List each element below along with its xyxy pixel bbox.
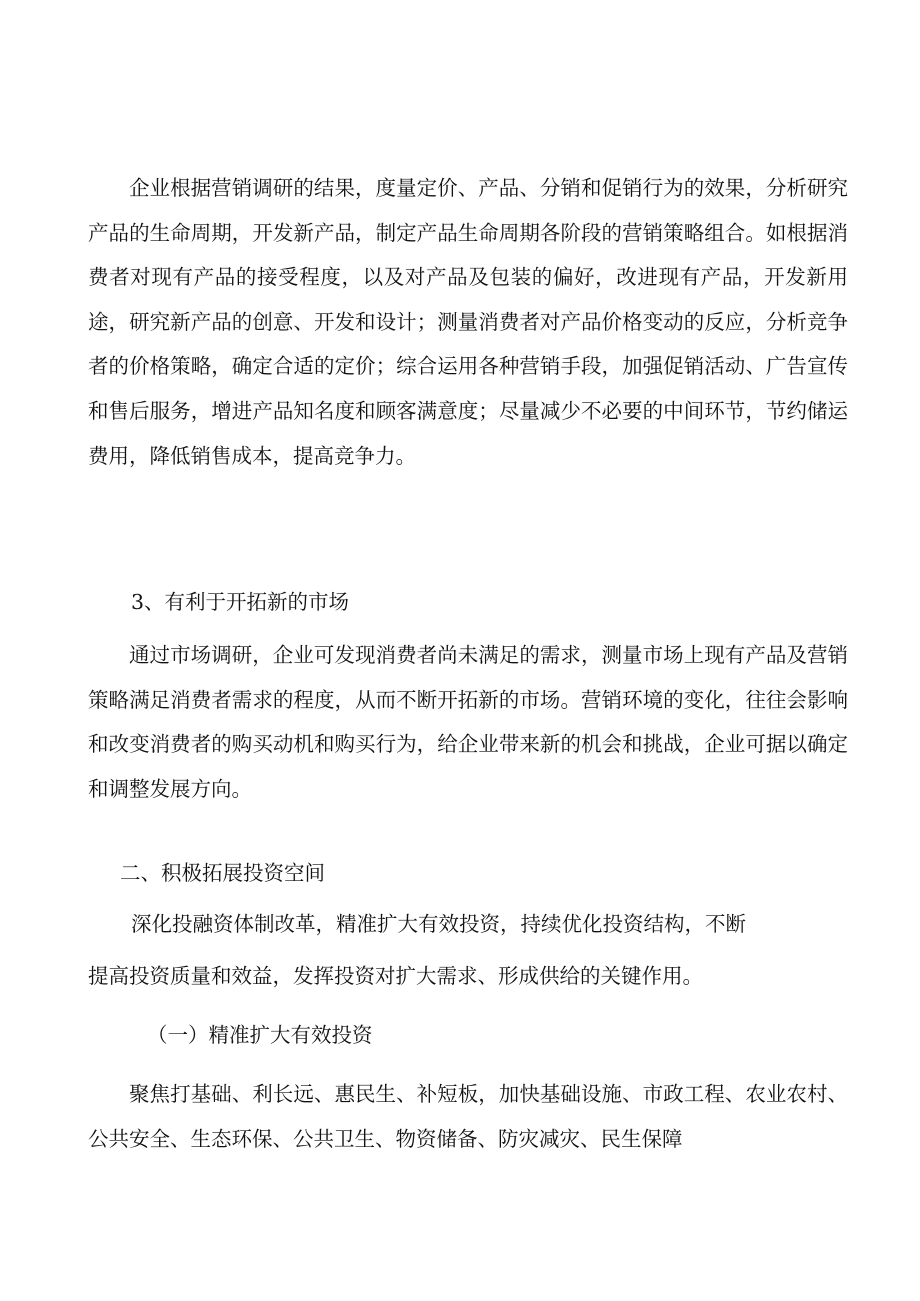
paragraph-investment-reform-line-2: 提高投资质量和效益，发挥投资对扩大需求、形成供给的关键作用。 <box>88 964 703 988</box>
paragraph-marketing-research-effects: 企业根据营销调研的结果，度量定价、产品、分销和促销行为的效果，分析研究产品的生命周期，开发新产品，制定产品生命周期各阶段的营销策略组合。如根据消费者对现有产品的接受程度，以及对产品及包装的偏好，改进现有产品，开发新用途，研究新产品的创意、开发和设计；测量消费者对产品价格变动的反应，分析竞争者的价格策略，确定合适的定价；综合运用各种营销手段，加强促销活动、广告宣传和售后服务，增进产品知名度和顾客满意度；尽量减少不必要的中间环节，节约储运费用，降低销售成本，提高竞争力。 <box>88 176 848 468</box>
paragraph-discover-unmet-needs: 通过市场调研，企业可发现消费者尚未满足的需求，测量市场上现有产品及营销策略满足消费者需求的程度，从而不断开拓新的市场。营销环境的变化，往往会影响和改变消费者的购买动机和购买行为，给企业带来新的机会和挑战，企业可据以确定和调整发展方向。 <box>88 643 848 801</box>
paragraph-infrastructure-focus: 聚焦打基础、利长远、惠民生、补短板，加快基础设施、市政工程、农业农村、公共安全、生态环保、公共卫生、物资储备、防灾减灾、民生保障 <box>88 1082 848 1151</box>
section-title-expand-investment-space: 二、积极拓展投资空间 <box>120 861 325 885</box>
subsection-title-precise-effective-investment: （一）精准扩大有效投资 <box>147 1023 373 1047</box>
paragraph-investment-reform-line-1: 深化投融资体制改革，精准扩大有效投资，持续优化投资结构，不断 <box>131 912 746 936</box>
heading-open-new-markets: 3、有利于开拓新的市场 <box>131 590 350 614</box>
